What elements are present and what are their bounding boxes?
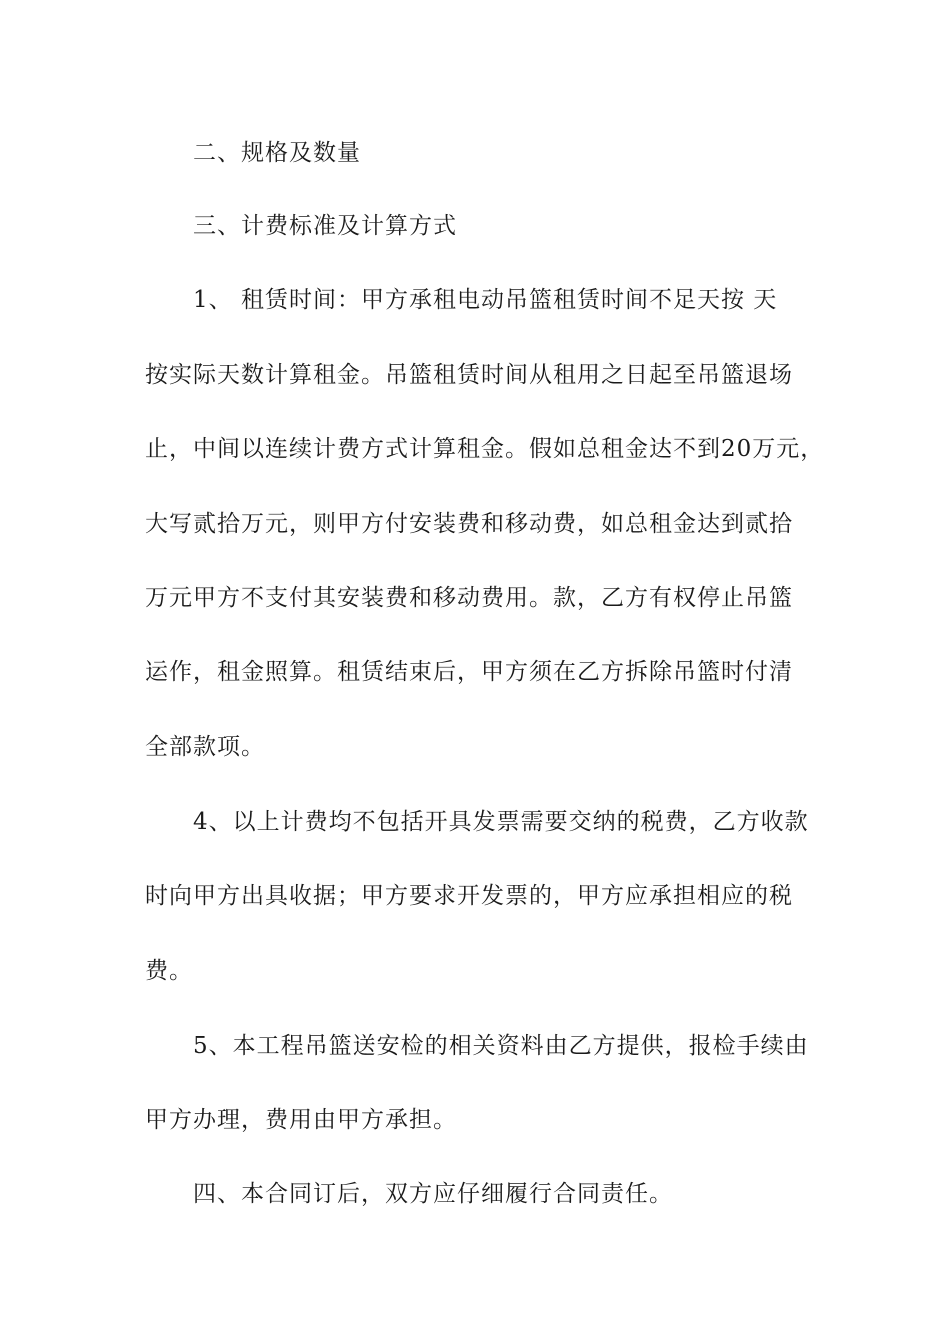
- section-heading-specs: 二、规格及数量: [193, 140, 361, 166]
- paragraph-line: 运作，租金照算。租赁结束后，甲方须在乙方拆除吊篮时付清: [145, 659, 793, 685]
- paragraph-line: 全部款项。: [145, 734, 265, 760]
- paragraph-line: 万元甲方不支付其安装费和移动费用。款，乙方有权停止吊篮: [145, 585, 793, 611]
- paragraph-line: 大写贰拾万元，则甲方付安装费和移动费，如总租金达到贰拾: [145, 511, 793, 537]
- section-heading-contract: 四、本合同订后，双方应仔细履行合同责任。: [193, 1181, 673, 1207]
- paragraph-line: 1、 租赁时间：甲方承租电动吊篮租赁时间不足天按 天: [193, 287, 778, 313]
- paragraph-line: 5、本工程吊篮送安检的相关资料由乙方提供，报检手续由: [193, 1033, 809, 1059]
- paragraph-line: 费。: [145, 958, 193, 984]
- paragraph-line: 甲方办理，费用由甲方承担。: [145, 1107, 457, 1133]
- paragraph-line: 止，中间以连续计费方式计算租金。假如总租金达不到20万元，: [145, 436, 825, 462]
- section-heading-billing: 三、计费标准及计算方式: [193, 213, 457, 239]
- paragraph-line: 4、以上计费均不包括开具发票需要交纳的税费，乙方收款: [193, 809, 809, 835]
- paragraph-line: 时向甲方出具收据；甲方要求开发票的，甲方应承担相应的税: [145, 883, 793, 909]
- paragraph-line: 按实际天数计算租金。吊篮租赁时间从租用之日起至吊篮退场: [145, 362, 793, 388]
